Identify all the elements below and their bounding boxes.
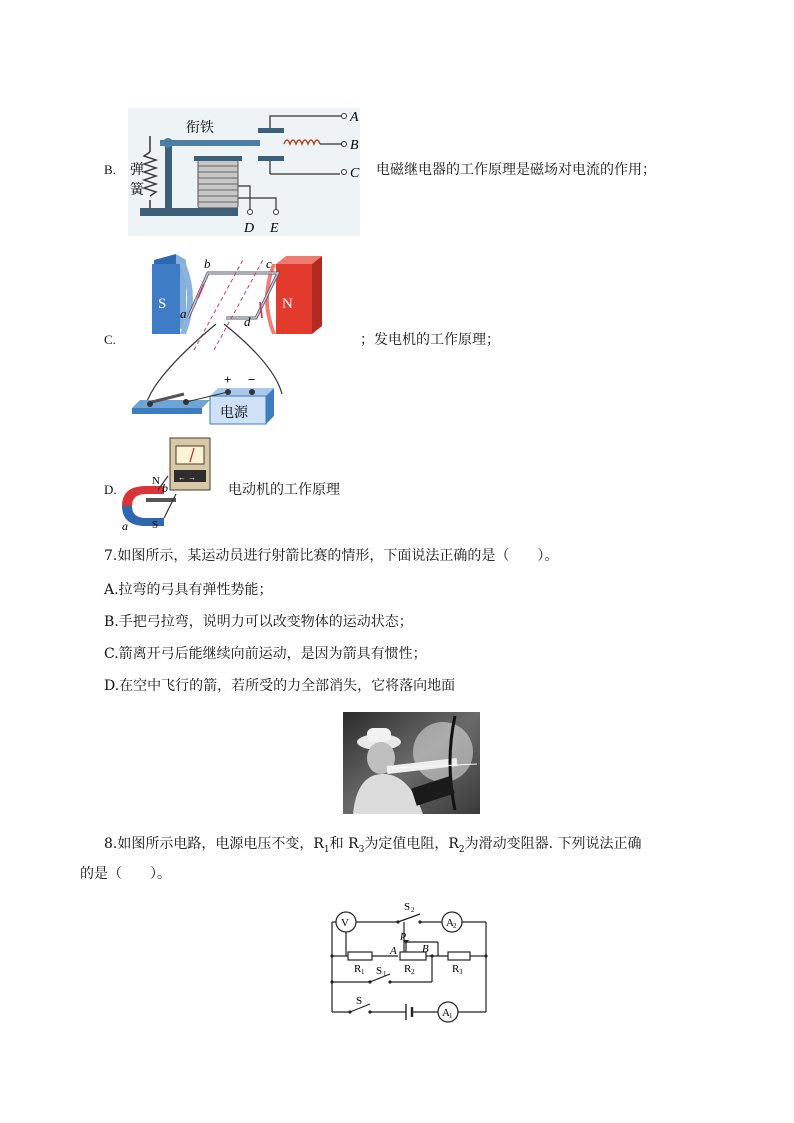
relay-diagram — [120, 106, 365, 238]
resistor-r1 — [348, 952, 372, 960]
relay-base — [140, 208, 238, 216]
option-b-text: 电磁继电器的工作原理是磁场对电流的作用； — [376, 162, 656, 178]
circuit-diagram — [324, 896, 496, 1028]
label-power: 电源 — [220, 406, 248, 421]
svg-text:2: 2 — [453, 922, 457, 930]
magnet-n-half — [122, 486, 164, 506]
q8-stem-line2: 的是（ ）。 — [80, 866, 171, 882]
label-d-gen: d — [244, 314, 251, 329]
svg-text:1: 1 — [383, 970, 387, 978]
motor-diagram — [118, 436, 218, 532]
label-r2: R — [404, 963, 412, 975]
svg-text:2: 2 — [411, 906, 415, 914]
q7-option-c: C.箭离开弓后能继续向前运动，是因为箭具有惯性； — [104, 646, 427, 662]
label-s: S — [356, 995, 363, 1007]
label-d: D — [244, 221, 255, 236]
label-v: V — [341, 917, 349, 929]
armature — [160, 140, 260, 146]
svg-text:← →: ← → — [178, 473, 196, 482]
label-n-motor: N — [152, 475, 160, 487]
label-r1: R — [354, 963, 362, 975]
option-b-letter: B. — [104, 162, 116, 177]
q7-option-d: D.在空中飞行的箭，若所受的力全部消失，它将落向地面 — [104, 678, 456, 694]
label-b-node: B — [422, 943, 429, 955]
label-c-gen: c — [266, 256, 272, 271]
label-s1: S — [376, 965, 383, 977]
relay-pillar — [165, 140, 172, 210]
label-p: P — [400, 932, 407, 943]
q8-stem-line1: 8.如图所示电路，电源电压不变，$R_1$和 $R_3$为定值电阻，$R_2$为滑动变阻器. 下列说法正确 — [104, 836, 642, 855]
label-r3: R — [452, 963, 460, 975]
label-b-motor: b — [162, 481, 168, 495]
archer-photo — [343, 712, 480, 814]
q7-option-a: A.拉弯的弓具有弹性势能； — [104, 582, 273, 598]
label-b: B — [350, 138, 359, 153]
svg-text:2: 2 — [411, 968, 415, 976]
generator-diagram — [124, 250, 344, 430]
switch-board — [132, 408, 202, 414]
option-d-text: 电动机的工作原理 — [228, 482, 340, 498]
label-plus: + — [224, 372, 232, 387]
label-a-gen: a — [180, 306, 187, 321]
label-s2: S — [404, 901, 411, 913]
option-c-text: ；发电机的工作原理； — [360, 332, 500, 348]
svg-text:3: 3 — [459, 968, 463, 976]
label-a-node: A — [390, 945, 397, 957]
option-c-letter: C. — [104, 332, 116, 347]
svg-text:1: 1 — [361, 968, 365, 976]
label-spring-1: 弹 — [130, 163, 144, 178]
q7-stem: 7.如图所示，某运动员进行射箭比赛的情形，下面说法正确的是（ ）。 — [104, 548, 559, 564]
label-n: N — [282, 296, 293, 312]
label-b-gen: b — [204, 256, 211, 271]
label-armature: 衔铁 — [186, 121, 214, 136]
label-c: C — [350, 166, 360, 181]
label-a: A — [350, 110, 359, 125]
label-a-motor: a — [122, 519, 128, 532]
label-s-motor: S — [152, 519, 159, 531]
label-a1: A — [442, 1007, 450, 1019]
label-e: E — [270, 221, 279, 236]
label-minus: − — [248, 372, 256, 387]
label-s: S — [158, 296, 167, 312]
svg-text:1: 1 — [449, 1012, 453, 1020]
option-d-letter: D. — [104, 482, 117, 497]
label-a2: A — [446, 917, 454, 929]
q7-option-b: B.手把弓拉弯，说明力可以改变物体的运动状态； — [104, 614, 413, 630]
resistor-r3 — [448, 952, 470, 960]
label-spring-2: 簧 — [130, 183, 144, 198]
